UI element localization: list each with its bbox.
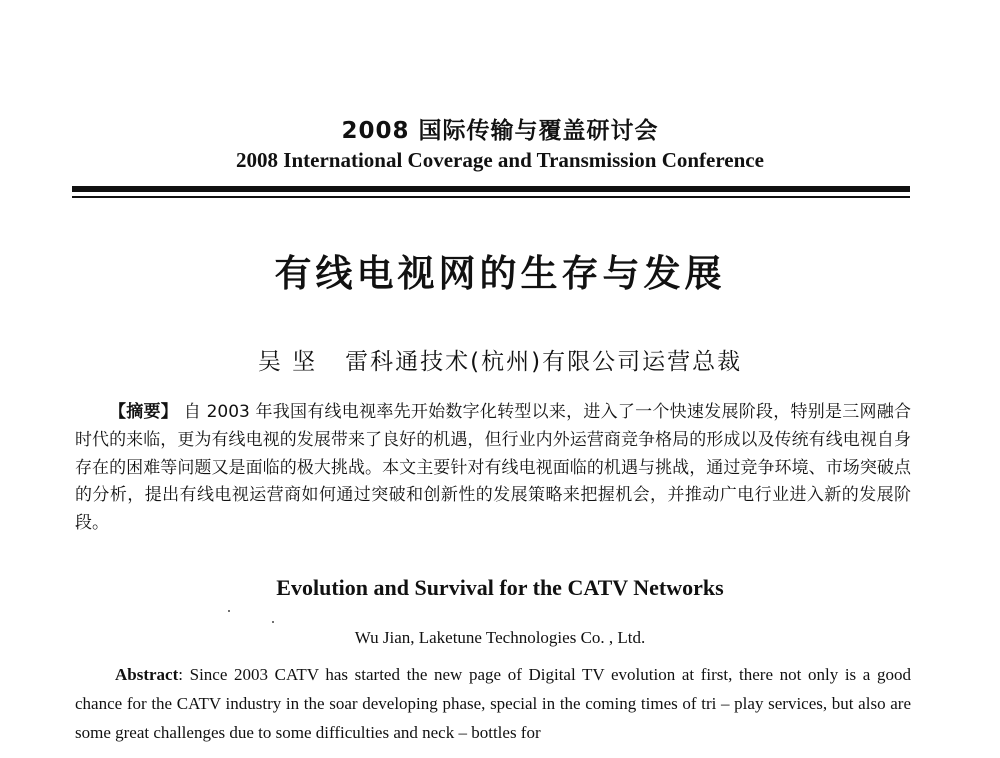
paper-title-cn: 有线电视网的生存与发展: [274, 252, 726, 295]
abstract-body-cn: 自 2003 年我国有线电视率先开始数字化转型以来，进入了一个快速发展阶段，特别是三网融合时代的来临，更为有线电视的发展带来了良好的机遇，但行业内外运营商竞争格局的形成以及传统有线电视自身存在的困难等问题又是面临的极大挑战。本文主要针对有线电视面临的机遇与挑战，通过竞争环境、市场突破点的分析，提出有线电视运营商如何通过突破和创新性的发展策略来把握机会，并推动广电行业进入新的发展阶段。: [75, 402, 911, 534]
conference-title-en: 2008 International Coverage and Transmission Conference: [236, 148, 764, 172]
abstract-body-en: : Since 2003 CATV has started the new page of Digital TV evolution at first, there not only is a good chance for the CATV industry in the soar developing phase, special in the coming times of tri – play services, but also are some great challenges due to some difficulties and neck – bottles for: [75, 665, 911, 742]
header-rule-thick: [72, 186, 910, 192]
abstract-cn: [75, 399, 911, 538]
abstract-en: [75, 660, 911, 747]
author-line-cn: [0, 343, 1000, 376]
scan-speck: [272, 621, 274, 623]
abstract-label-cn: 【摘要】: [109, 402, 179, 422]
paper-title-en: Evolution and Survival for the CATV Networks: [276, 575, 724, 600]
author-name-cn: 吴 坚: [257, 349, 318, 375]
abstract-label-en: Abstract: [115, 665, 179, 684]
conference-title-cn: 2008 国际传输与覆盖研讨会: [341, 118, 659, 144]
scan-speck: [228, 610, 230, 612]
author-affiliation-cn: 雷科通技术(杭州)有限公司运营总裁: [345, 349, 743, 375]
author-line-en: Wu Jian, Laketune Technologies Co. , Ltd.: [354, 628, 646, 647]
header-rule-thin: [72, 196, 910, 198]
